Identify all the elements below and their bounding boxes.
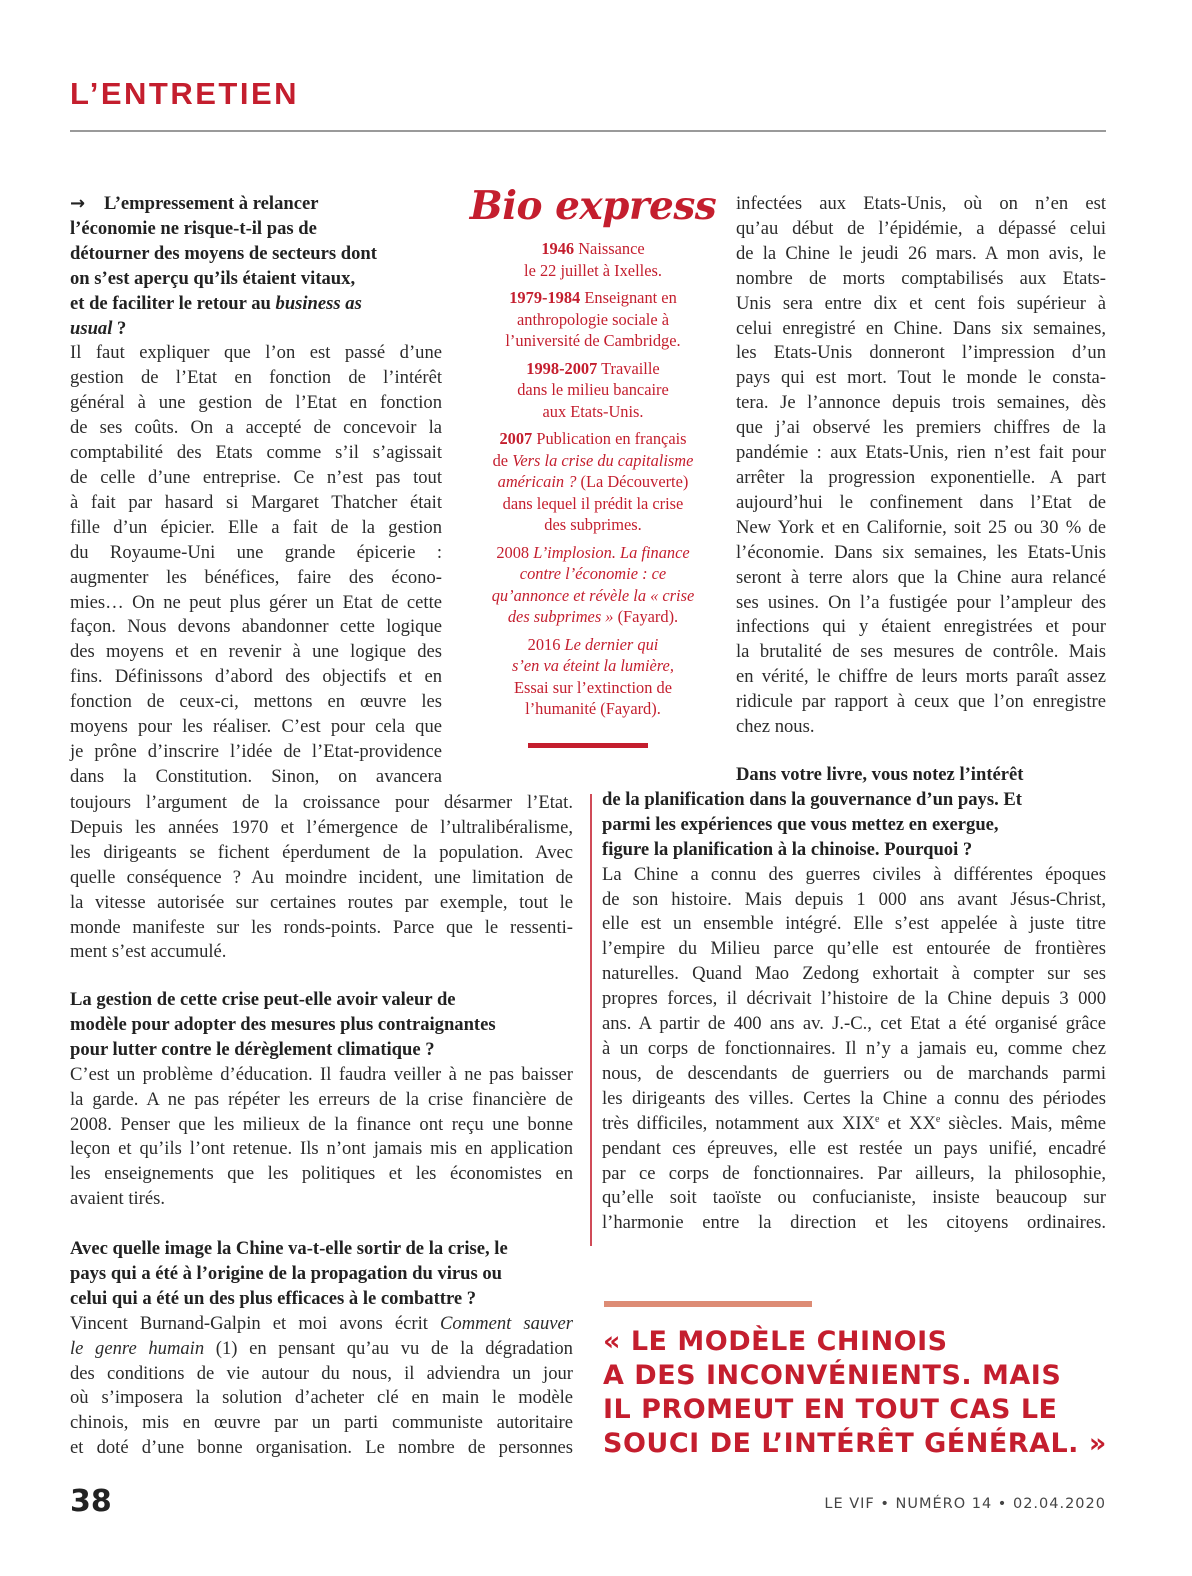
bio-divider xyxy=(528,743,648,748)
pull-quote: « LE MODÈLE CHINOIS A DES INCONVÉNIENTS. MAIS IL PROMEUT EN TOUT CAS LE SOUCI DE L’INTÉRÊT GÉNÉRAL. » xyxy=(603,1326,1107,1459)
section-label: L’ENTRETIEN xyxy=(70,76,300,111)
answer-4: La Chine a connu des guerres civiles à différentes époques de son histoire. Mais depuis 1 000 ans avant Jésus-Christ, elle est un ensemble intégré. Elle s’est appelée à juste titre l’empire du Milieu parce qu’elle est entourée de frontières naturelles. Quand Mao Zedong exhortait à compter sur ses propres forces, il décrivait l’histoire de la Chine depuis 3 000 ans. A partir de 400 ans av. J.-C., cet Etat a été organisé grâce à un corps de fonctionnaires. Il n’y a jamais eu, comme chez nous, de descendants de guerriers ou de marchands parmi les dirigeants des villes. Certes la Chine a connu des périodes très difficiles, notamment aux XIXe et XXe siècles. Mais, même pendant ces épreuves, elle est restée un pays unifié, encadré par ce corps de fonctionnaires. Par ailleurs, la philosophie, qu’elle soit taoïste ou confucianiste, insiste beaucoup sur l’harmonie entre la direction et les citoyens ordinaires. xyxy=(602,863,1106,1234)
answer-2: C’est un problème d’éducation. Il faudra veiller à ne pas baisser la garde. A ne pas répéter les erreurs de la crise financière de 2008. Penser que les milieux de la finance ont reçu une bonne leçon et qu’ils l’ont retenue. Ils n’ont jamais mis en application les enseignements que les politiques et les économistes en avaient tirés. xyxy=(70,1063,573,1210)
bio-entry: 1946 Naissance le 22 juillet à Ixelles. xyxy=(524,239,662,280)
bio-entry: 1998-2007 Travaille dans le milieu bancaire aux Etats-Unis. xyxy=(517,358,669,421)
question-3: Avec quelle image la Chine va-t-elle sortir de la crise, le pays qui a été à l’origine de la propagation du virus ou celui qui a été un des plus efficaces à le combattre ? xyxy=(70,1238,508,1309)
question-answer-3 xyxy=(70,1237,573,1461)
left-column-top xyxy=(70,192,442,790)
header-divider xyxy=(70,130,1106,132)
bio-entry: 2007 Publication en français de Vers la crise du capitalisme américain ? (La Découverte) dans lequel il prédit la crise des subprimes. xyxy=(492,429,694,534)
arrow-right-icon: → xyxy=(70,193,86,214)
question-answer-4 xyxy=(602,763,1106,1236)
question-2: La gestion de cette crise peut-elle avoir valeur de modèle pour adopter des mesures plus contraignantes pour lutter contre le dérèglement climatique ? xyxy=(70,989,496,1060)
question-answer-2 xyxy=(70,988,573,1212)
answer-1-wide: toujours l’argument de la croissance pour désarmer l’Etat. Depuis les années 1970 et l’émergence de l’ultralibéralisme, les dirigeants se fichent éperdument de la population. Avec quelle conséquence ? Au moindre incident, une limitation de la vitesse autorisée sur certaines routes par exemple, tout le monde manifeste sur les ronds-points. Parce que le ressenti- ment s’est accumulé. xyxy=(70,792,573,963)
bio-entry: 2016 Le dernier qui s’en va éteint la lumière, Essai sur l’extinction de l’humanité (Fayard). xyxy=(512,634,674,718)
bio-entry: 1979-1984 Enseignant en anthropologie sociale à l’université de Cambridge. xyxy=(505,288,681,350)
answer-3: Vincent Burnand-Galpin et moi avons écrit Comment sauver le genre humain (1) en pensant qu’au vu de la dégradation des conditions de vie autour du nous, il adviendra un jour où s’imposera la solution d’acheter clé en main le modèle chinois, mis en œuvre par un parti communiste autoritaire et doté d’une bonne organisation. Le nombre de personnes xyxy=(70,1312,573,1459)
answer-1-narrow: Il faut expliquer que l’on est passé d’une gestion de l’Etat en fonction de l’intérêt général à une gestion de l’Etat en fonction de ses coûts. On a accepté de concevoir la comptabilité des Etats comme s’il s’agissait de celle d’une entreprise. Ce n’est pas tout à fait par hasard si Margaret Thatcher était fille d’un épicier. Elle a fait de la gestion du Royaume-Uni une grande épicerie : augmenter les bénéfices, faire des écono- mies… On ne peut plus gérer un Etat de cette façon. Nous devons abandonner cette logique des moyens et en revenir à une logique des fins. Définissons d’abord des objectifs et en fonction de ceux-ci, mettons en œuvre les moyens pour les réaliser. C’est pour cela que je prône d’inscrire l’idée de l’Etat-providence dans la Constitution. Sinon, on avancera xyxy=(70,342,442,787)
bio-title: Bio express xyxy=(469,183,717,229)
bio-entry: 2008 L’implosion. La finance contre l’économie : ce qu’annonce et révèle la « crise des subprimes » (Fayard). xyxy=(491,542,695,626)
column-divider xyxy=(590,794,592,1246)
page-number: 38 xyxy=(70,1484,112,1519)
question-1: → L’empressement à relancer l’économie ne risque-t-il pas de détourner des moyens de secteurs dont on s’est aperçu qu’ils étaient vitaux, et de faciliter le retour au business as usual ? xyxy=(70,193,377,339)
answer-3-continued: infectées aux Etats-Unis, où on n’en est qu’au début de l’épidémie, a dépassé celui de la Chine le jeudi 26 mars. A mon avis, le nombre de morts comptabilisés aux Etats- Unis sera entre dix et cent fois supérieur à celui enregistré en Chine. Dans six semaines, les Etats-Unis donneront l’impression d’un pays qui est mort. Tout le monde le consta- tera. Je l’annonce depuis trois semaines, dès que j’ai observé les premiers chiffres de la pandémie : aux Etats-Unis, rien n’est fait pour arrêter la progression exponentielle. A part aujourd’hui le confinement dans l’Etat de New York et en Californie, soit 25 ou 30 % de l’économie. Dans six semaines, les Etats-Unis seront à terre alors que la Chine aura relancé ses usines. On l’a fustigée pour l’ampleur des infections qui y étaient enregistrées et pour la brutalité de ses mesures de contrôle. Mais en vérité, le chiffre de leurs morts paraît assez ridicule par rapport à ceux que l’on enregistre chez nous. xyxy=(736,193,1106,738)
question-4: Dans votre livre, vous notez l’intérêt de la planification dans la gouvernance d’un pays. Et parmi les expériences que vous mettez en exergue, figure la planification à la chinoise. Pourquoi ? xyxy=(602,764,1024,860)
pull-quote-rule xyxy=(604,1301,812,1307)
publication-footer: LE VIF • NUMÉRO 14 • 02.04.2020 xyxy=(824,1496,1106,1512)
bio-express-box xyxy=(462,180,724,726)
